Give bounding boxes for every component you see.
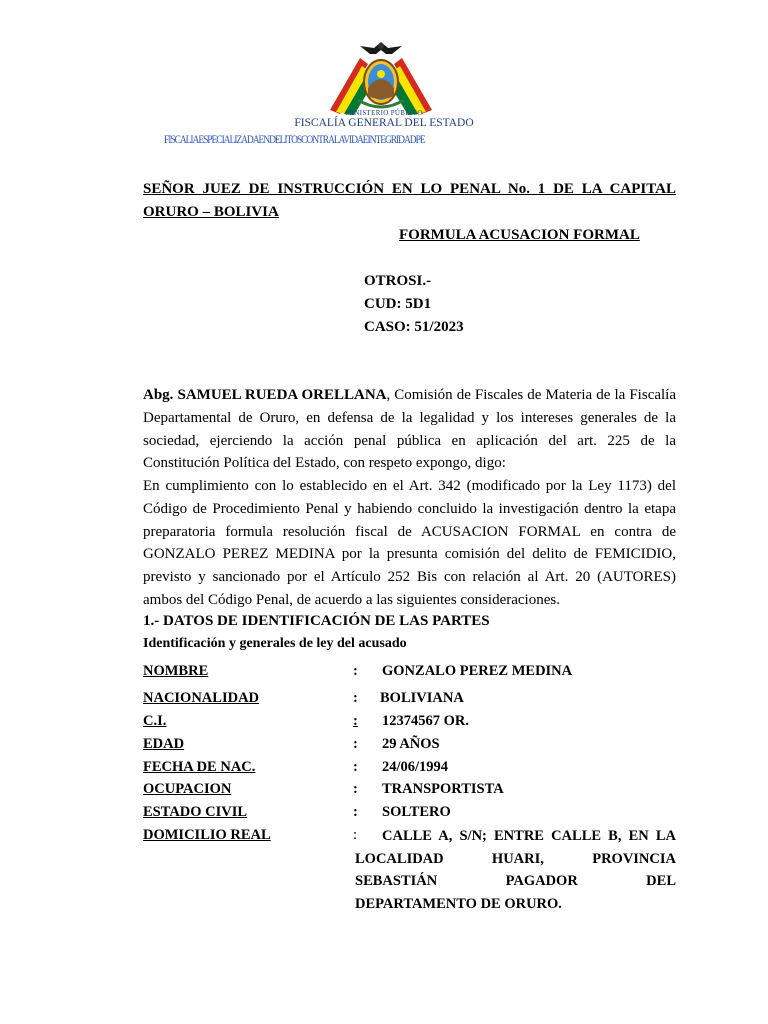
field-value-fecha-nac: 24/06/1994 — [382, 759, 449, 775]
field-label-ci: C.I. — [143, 713, 167, 729]
field-value-domicilio-real — [355, 825, 676, 915]
document-title: FORMULA ACUSACION FORMAL — [399, 227, 640, 243]
field-colon: : — [353, 690, 358, 706]
field-label-fecha-nac: FECHA DE NAC. — [143, 759, 256, 775]
field-colon: : — [353, 713, 358, 729]
field-value-edad: 29 AÑOS — [382, 736, 440, 752]
field-colon: : — [353, 759, 358, 775]
domicilio-line: CALLE A, S/N; ENTRE CALLE B, EN LA — [382, 828, 676, 844]
field-label-nacionalidad: NACIONALIDAD — [143, 690, 260, 706]
body-line: previsto y sancionado por el Artículo 252 Bis con relación al Art. 20 (AUTORES) — [143, 569, 676, 586]
caso-label: CASO: 51/2023 — [364, 319, 464, 335]
body-line: ambos del Código Penal, de acuerdo a las siguientes consideraciones. — [143, 591, 560, 608]
domicilio-line: LOCALIDAD HUARI, PROVINCIA — [355, 850, 676, 867]
body-line: Código de Procedimiento Penal y habiendo concluido la investigación dentro la etapa — [143, 500, 676, 517]
fiscalia-general-label: FISCALÍA GENERAL DEL ESTADO — [294, 117, 474, 129]
prosecutor-name: Abg. SAMUEL RUEDA ORELLANA — [143, 387, 387, 403]
bolivia-coat-of-arms-icon — [322, 40, 440, 116]
section-1-subtitle: Identificación y generales de ley del acusado — [143, 636, 407, 651]
field-label-ocupacion: OCUPACION — [143, 781, 232, 797]
field-label-edad: EDAD — [143, 736, 185, 752]
intro-paragraph — [143, 384, 676, 475]
intro-line: sociedad, ejerciendo la acción penal pública en aplicación del art. 225 de la — [143, 432, 676, 449]
addressee-line-2: ORURO – BOLIVIA — [143, 204, 279, 220]
field-value-ci: 12374567 OR. — [382, 713, 469, 729]
body-line: preparatoria formula resolución fiscal de ACUSACION FORMAL en contra de — [143, 523, 676, 540]
field-label-domicilio-real: DOMICILIO REAL — [143, 827, 271, 843]
fiscalia-especializada-label: FISCALIAESPECIALIZADAENDELITOSCONTRALAVIDAEINTEGRIDADPE — [164, 134, 425, 146]
field-value-nacionalidad: BOLIVIANA — [380, 690, 464, 706]
field-colon: : — [353, 804, 358, 820]
intro-line: Departamental de Oruro, en defensa de la legalidad y los intereses generales de la — [143, 409, 676, 426]
field-colon: : — [353, 663, 358, 679]
intro-line: Constitución Política del Estado, con respeto expongo, digo: — [143, 455, 506, 472]
body-line: En cumplimiento con lo establecido en el Art. 342 (modificado por la Ley 1173) del — [143, 478, 676, 494]
ministerio-publico-label: MINISTERIO PÚBLICO — [345, 109, 423, 117]
otrosi-label: OTROSI.- — [364, 273, 432, 289]
field-value-estado-civil: SOLTERO — [382, 804, 451, 820]
field-label-nombre: NOMBRE — [143, 663, 209, 679]
field-label-estado-civil: ESTADO CIVIL — [143, 804, 248, 820]
domicilio-line: DEPARTAMENTO DE ORURO. — [355, 895, 562, 912]
section-1-title: 1.- DATOS DE IDENTIFICACIÓN DE LAS PARTES — [143, 613, 490, 629]
domicilio-line: SEBASTIÁN PAGADOR DEL — [355, 873, 676, 889]
field-colon: : — [353, 736, 358, 752]
body-paragraph — [143, 475, 676, 612]
field-value-ocupacion: TRANSPORTISTA — [382, 781, 504, 797]
field-value-nombre: GONZALO PEREZ MEDINA — [382, 663, 573, 679]
cud-label: CUD: 5D1 — [364, 296, 432, 312]
field-colon: : — [353, 827, 358, 843]
field-colon: : — [353, 781, 358, 797]
body-line: GONZALO PEREZ MEDINA por la presunta comisión del delito de FEMICIDIO, — [143, 546, 676, 563]
addressee-line-1: SEÑOR JUEZ DE INSTRUCCIÓN EN LO PENAL No. 1 DE LA CAPITAL — [143, 181, 676, 197]
intro-line: Abg. SAMUEL RUEDA ORELLANA, Comisión de Fiscales de Materia de la Fiscalía — [143, 387, 676, 403]
